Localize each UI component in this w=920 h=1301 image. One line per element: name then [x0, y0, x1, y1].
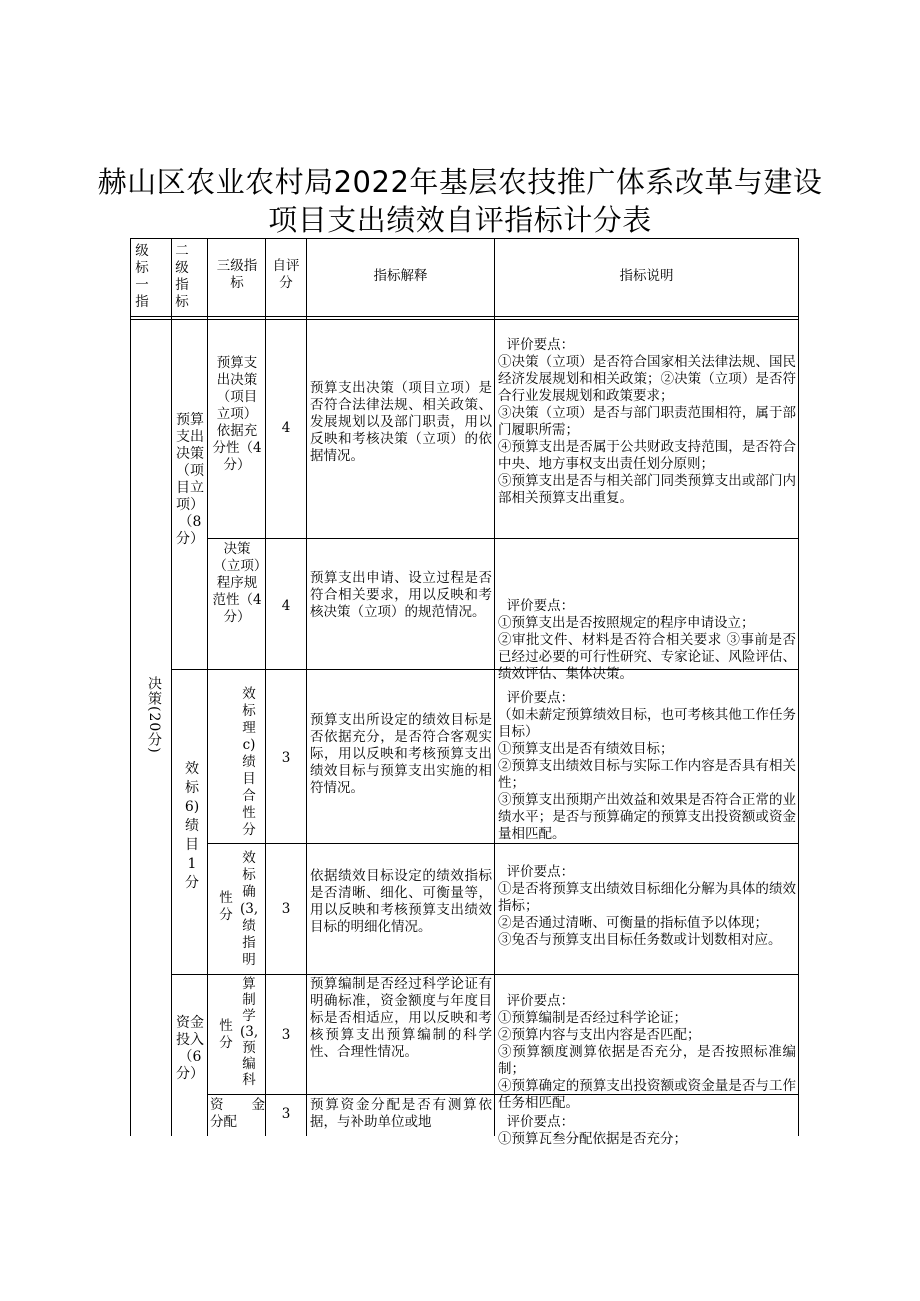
row1-score-text: 4: [281, 420, 291, 436]
row6-score: [266, 1106, 306, 1124]
row2-note-text: 评价要点： ①预算支出是否按照规定的程序申请设立； ②审批文件、材料是否符合相关要求 ③事前是否已经过必要的可行性研究、专家论证、风险评估、绩效评估、集体决策。: [498, 598, 796, 682]
row5-score-text: 3: [281, 1027, 291, 1043]
header-note-text: 指标说明: [619, 268, 674, 284]
row4-explain: [308, 868, 494, 948]
row5-level3b: [240, 976, 258, 1094]
row2-level3: [212, 541, 262, 669]
row2-level3-text: 决策（立项）程序规范性（4分）: [212, 541, 262, 625]
row1-explain-text: 预算支出决策（项目立项）是否符合法律法规、相关政策、发展规划以及部门职责，用以反映和考核决策（立项）的依据情况。: [310, 380, 492, 464]
row4-level3a: [217, 890, 235, 930]
level2-performance-goal: [183, 760, 201, 890]
row5-note: [496, 976, 798, 1111]
row3-level3: [240, 686, 258, 838]
row1-score: [266, 420, 306, 438]
row5-explain-text: 预算编制是否经过科学论证有明确标准，资金额度与年度目标是否相适应，用以反映和考核预算支出预算编制的科学性、合理性情况。: [310, 976, 492, 1060]
header-score: [267, 258, 305, 298]
row4-score: [266, 901, 306, 919]
header-explain: [307, 268, 494, 288]
row4-level3b: [240, 850, 258, 972]
level2-performance-goal-text: 效标 6)绩目1分: [184, 761, 200, 891]
row3-level3-text: 效标理 c)绩目合性分: [242, 686, 256, 838]
row2-score: [266, 598, 306, 616]
row4-level3b-text: 效标确(3,绩指明: [240, 850, 259, 968]
row2-explain-text: 预算支出申请、设立过程是否符合相关要求，用以反映和考核决策（立项）的规范情况。: [310, 570, 492, 620]
level1-decision: [138, 676, 162, 796]
row1-note: [496, 320, 798, 520]
row1-explain: [308, 380, 494, 480]
row3-note-text: 评价要点： （如未薪定预算绩效目标，也可考核其他工作任务目标） ①预算支出是否有绩效目标； ②预算支出绩效目标与实际工作内容是否具有相关性； ③预算支出预期产出效益和效果是否符合正常的业绩水平；是否与预算确定的预算支出投资额或资金量相匹配。: [498, 690, 796, 842]
row3-score-text: 3: [281, 750, 291, 766]
level2-funding: [173, 1015, 207, 1095]
row6-explain: [308, 1097, 494, 1135]
level2-budget-decision-text: 预算支出决策（项目立项）（8分）: [176, 412, 204, 547]
row6-note-text: 评价要点： ①预算瓦叁分配依据是否充分；: [498, 1114, 687, 1147]
page-title-line1: 赫山区农业农村局2022年基层农技推广体系改革与建设: [97, 165, 823, 199]
row6-explain-text: 预算资金分配是否有测算依据，与补助单位或地: [310, 1097, 492, 1130]
header-score-text: 自评分: [272, 258, 300, 291]
row6-note: [496, 1097, 798, 1147]
row1-note-text: 评价要点： ①决策（立项）是否符合国家相关法律法规、国民经济发展规划和相关政策；②决策（立项）是否符合行业发展规划和政策要求； ③决策（立项）是否与部门职责范围相符，属于部门履职所需； ④预算支出是否属于公共财政支持范围，是否符合中央、地方事权支出责任划分原则； ⑤预算支出是否与相关部门同类预算支出或部门内部相关预算支出重复。: [498, 337, 796, 506]
row3-explain: [308, 712, 494, 812]
row2-score-text: 4: [281, 598, 291, 614]
header-level1-text: 级标一指: [135, 243, 149, 310]
row4-note-text: 评价要点： ①是否将预算支出绩效目标细化分解为具体的绩效指标； ②是否通过清晰、可衡量的指标值予以体现； ③兔否与预算支出目标任务数或计划数相对应。: [498, 864, 796, 948]
row4-level3a-text: 性分: [219, 890, 233, 923]
row5-note-text: 评价要点： ①预算编制是否经过科学论证； ②预算内容与支出内容是否匹配； ③预算额度测算依据是否充分，是否按照标准编制； ④预算确定的预算支出投资额或资金量是否与工作任务相匹配。: [498, 993, 796, 1111]
row5-level3a: [217, 1018, 235, 1058]
header-level3: [209, 258, 265, 298]
row4-note: [496, 847, 798, 973]
row3-explain-text: 预算支出所设定的绩效目标是否依据充分，是否符合客观实际，用以反映和考核预算支出绩效目标与预算支出实施的相符情况。: [310, 712, 492, 796]
row5-score: [266, 1027, 306, 1045]
header-level2: [174, 243, 192, 315]
row2-explain: [308, 570, 494, 650]
page-title-line2: 项目支出绩效自评指标计分表: [268, 203, 652, 237]
header-explain-text: 指标解释: [373, 268, 428, 284]
header-level3-text: 三级指标: [216, 258, 258, 291]
row5-level3b-text: 算制学(3,预编科: [240, 976, 259, 1088]
level2-budget-decision: [173, 412, 207, 572]
header-level2-text: 二级指标: [175, 243, 189, 310]
header-level1: [132, 243, 152, 315]
level1-decision-text: 决策(20分): [146, 676, 162, 754]
row1-level3: [212, 355, 262, 505]
row4-explain-text: 依据绩效目标设定的绩效指标是否清晰、细化、可衡量等，用以反映和考核预算支出绩效目标的明细化情况。: [310, 868, 492, 935]
row6-level3-text: 资 金分配: [210, 1097, 265, 1130]
header-note: [495, 268, 798, 288]
row2-note: [496, 581, 798, 682]
row5-explain: [308, 976, 494, 1094]
level2-funding-text: 资金投入（6分）: [176, 1015, 204, 1082]
row3-note: [496, 673, 798, 843]
row4-score-text: 3: [281, 901, 291, 917]
row6-score-text: 3: [281, 1106, 291, 1122]
row1-level3-text: 预算支出决策（项目立项）依据充分性（4分）: [212, 355, 262, 473]
row5-level3a-text: 性分: [219, 1018, 233, 1051]
row6-level3: [210, 1097, 265, 1135]
row3-score: [266, 750, 306, 768]
